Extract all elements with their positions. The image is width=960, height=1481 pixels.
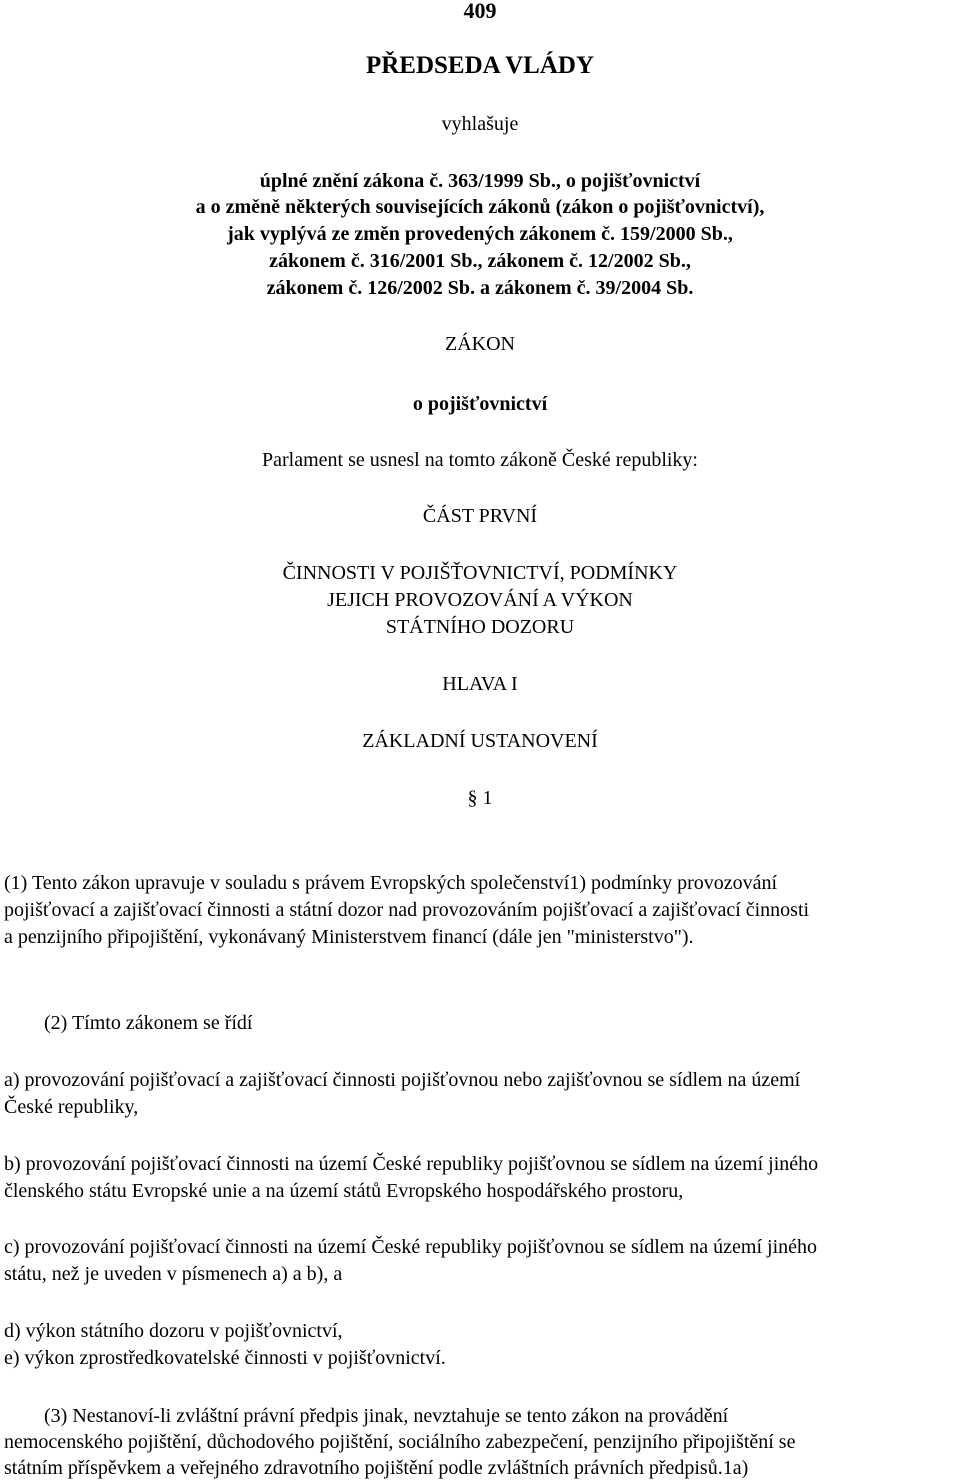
item-a-line: a) provozování pojišťovací a zajišťovací činnosti pojišťovnou nebo zajišťovnou se sídlem na území bbox=[4, 1069, 801, 1091]
chapter-heading: HLAVA I bbox=[442, 673, 518, 695]
item-b-line: členského státu Evropské unie a na území států Evropského hospodářského prostoru, bbox=[4, 1180, 684, 1202]
item-a-line: České republiky, bbox=[4, 1096, 139, 1118]
part-title-line: STÁTNÍHO DOZORU bbox=[385, 616, 575, 638]
item-e: e) výkon zprostředkovatelské činnosti v pojišťovnictví. bbox=[4, 1347, 446, 1369]
part-heading: ČÁST PRVNÍ bbox=[422, 505, 538, 527]
part-title-line: ČINNOSTI V POJIŠŤOVNICTVÍ, PODMÍNKY bbox=[282, 562, 678, 584]
item-c-line: státu, než je uveden v písmenech a) a b), a bbox=[4, 1263, 343, 1285]
section-number: § 1 bbox=[467, 787, 493, 809]
item-b-line: b) provozování pojišťovací činnosti na území České republiky pojišťovnou se sídlem na území jiného bbox=[4, 1153, 819, 1175]
law-heading: ZÁKON bbox=[445, 333, 515, 355]
paragraph-1-line: pojišťovací a zajišťovací činnosti a státní dozor nad provozováním pojišťovací a zajišťovací činnosti bbox=[4, 899, 810, 921]
paragraph-3-line: státním příspěvkem a veřejného zdravotního pojištění podle zvláštních právních předpisů.1a) bbox=[4, 1457, 749, 1479]
title-line: zákonem č. 316/2001 Sb., zákonem č. 12/2002 Sb., bbox=[269, 250, 691, 272]
law-subject: o pojišťovnictví bbox=[412, 393, 548, 415]
chapter-title: ZÁKLADNÍ USTANOVENÍ bbox=[362, 730, 598, 752]
preamble: Parlament se usnesl na tomto zákoně České republiky: bbox=[261, 449, 698, 471]
title-line: úplné znění zákona č. 363/1999 Sb., o pojišťovnictví bbox=[259, 170, 701, 192]
item-d: d) výkon státního dozoru v pojišťovnictví, bbox=[4, 1320, 343, 1342]
part-title-line: JEJICH PROVOZOVÁNÍ A VÝKON bbox=[327, 589, 633, 611]
issuer-heading: PŘEDSEDA VLÁDY bbox=[365, 52, 595, 79]
paragraph-2-intro: (2) Tímto zákonem se řídí bbox=[44, 1012, 253, 1034]
paragraph-1-line: a penzijního připojištění, vykonávaný Ministerstvem financí (dále jen "ministerstvo"). bbox=[4, 926, 694, 948]
page-number: 409 bbox=[463, 0, 497, 23]
paragraph-3-line: (3) Nestanoví-li zvláštní právní předpis jinak, nevztahuje se tento zákon na provádění bbox=[44, 1405, 729, 1427]
paragraph-3-line: nemocenského pojištění, důchodového pojištění, sociálního zabezpečení, penzijního připojištění se bbox=[4, 1431, 796, 1453]
title-line: a o změně některých souvisejících zákonů (zákon o pojišťovnictví), bbox=[195, 196, 765, 218]
proclamation-verb: vyhlašuje bbox=[441, 113, 519, 135]
title-line: jak vyplývá ze změn provedených zákonem č. 159/2000 Sb., bbox=[227, 223, 733, 245]
paragraph-1-line: (1) Tento zákon upravuje v souladu s právem Evropských společenství1) podmínky provozování bbox=[4, 872, 778, 894]
title-line: zákonem č. 126/2002 Sb. a zákonem č. 39/2004 Sb. bbox=[266, 277, 694, 299]
item-c-line: c) provozování pojišťovací činnosti na území České republiky pojišťovnou se sídlem na území jiného bbox=[4, 1236, 818, 1258]
